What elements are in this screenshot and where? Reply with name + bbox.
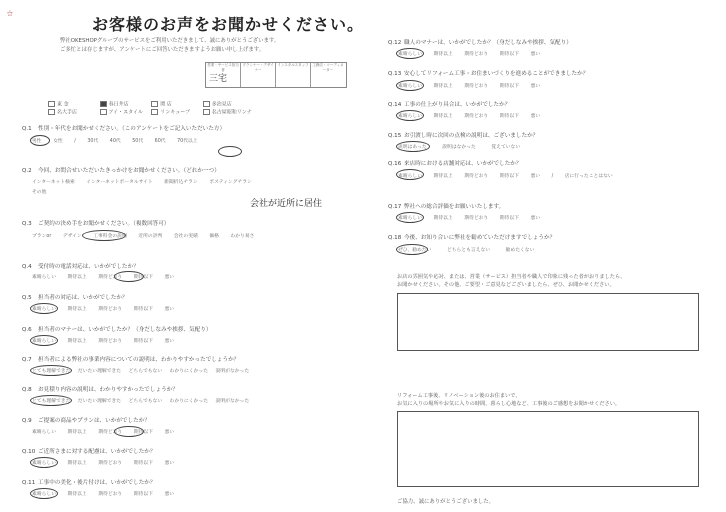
question-number: Q.14 [388,102,402,108]
question-8 [22,385,178,393]
question-2 [22,166,220,174]
question-text: お見積り内容の説明は、わかりやすかったでしょうか？ [38,387,178,393]
answer-circle [30,365,72,376]
stamp-column: 工務店・コーディネーター [312,63,344,72]
question-options[interactable]: ぜひ、勧めたい どちらとも言えない 勧めたくない [398,248,535,253]
store-option: 多治見店 [211,101,232,108]
answer-circle [30,395,72,406]
question-6 [22,325,211,333]
question-14 [388,100,510,108]
question-number: Q.9 [22,418,32,424]
question-options[interactable]: プランor デザイン 工事料金の説明 近所の評判 会社の実績 価格 わかり易さ [32,234,255,239]
prompt-line: お店の雰囲気や応対、または、営業（サービス）担当者や職人で印象に残った者がおりましたら、 [397,274,626,280]
question-text: お引渡し時に次回の点検の説明は、ございましたか？ [404,133,539,139]
question-4 [22,262,139,270]
question-text: 今後、お知り合いに弊社を勧めていただけますでしょうか？ [404,235,556,241]
answer-circle [114,271,144,282]
answer-circle [218,146,242,157]
question-options[interactable]: 素晴らしい 期待以上 期待どおり 期待以下 悪い [32,461,175,466]
store-option: 関 店 [160,101,172,108]
question-text: ご提案の商品やプランは、いかがでしたか？ [38,418,150,424]
question-17 [388,202,504,210]
store-option: リンキューブ [160,109,190,115]
prompt-line: リフォーム工事後、リノベーション後のお住まいで、 [397,393,521,399]
question-options[interactable]: とても理解できた だいたい理解できた どちらでもない わかりにくかった 説明がなかった [32,399,250,404]
question-options[interactable]: 男性 女性 / 30代 40代 50代 60代 70代以上 [32,139,198,144]
question-text: 安心してリフォーム工事・お住まいづくりを進めることができましたか？ [404,71,589,77]
question-7 [22,355,239,363]
question-options[interactable]: 素晴らしい 期待以上 期待どおり 期待以下 悪い [32,339,175,344]
question-options[interactable]: 素晴らしい 期待以上 期待どおり 期待以下 悪い [32,492,175,497]
question-text: 弊社への総合評価をお願いいたします。 [404,204,505,210]
comment-box-1[interactable] [397,293,699,351]
question-number: Q.11 [22,480,36,486]
question-options[interactable]: 素晴らしい 期待以上 期待どおり 期待以下 悪い [398,216,541,221]
question-11 [22,478,155,486]
question-options[interactable]: 素晴らしい 期待以上 期待どおり 期待以下 悪い [32,275,175,280]
question-text: 受付時の電話対応は、いかがでしたか？ [38,264,139,270]
question-text: 担当者のマナーは、いかがでしたか？（身だしなみや挨拶、気配り） [38,327,212,333]
answer-circle [82,230,126,241]
question-number: Q.7 [22,357,32,363]
question-text: 担当者の対応は、いかがでしたか？ [38,295,128,301]
store-checklist [48,101,253,116]
checkbox[interactable] [100,101,107,107]
question-options[interactable]: とても理解できた だいたい理解できた どちらでもない わかりにくかった 説明がなかった [32,369,250,374]
answer-circle [396,169,424,180]
question-options[interactable]: 素晴らしい 期待以上 期待どおり 期待以下 悪い [398,84,541,89]
page-title: お客様のお声をお聞かせください。 [92,15,365,34]
stamp-column: プランナー・デザイナー [241,63,276,87]
checkbox[interactable] [48,109,55,115]
question-number: Q.3 [22,221,32,227]
question-options[interactable]: インターネット検索 インターネットポータルサイト 新聞折込チラシ ポスティングチラシ その他 [32,180,252,195]
answer-circle [30,457,58,468]
answer-circle [396,141,430,152]
question-1 [22,124,225,132]
intro-line: 弊社OKESHOPグループのサービスをご利用いただきまして、誠にありがとうございます。 [60,38,280,44]
question-number: Q.8 [22,387,32,393]
checkbox[interactable] [203,109,210,115]
question-text: 今回、お問合せいただいたきっかけをお聞かせください。（どれか一つ） [38,168,220,174]
answer-circle [396,80,424,91]
corner-mark: ⚝ [7,10,13,17]
question-options[interactable]: 素晴らしい 期待以上 期待どおり 期待以下 悪い [32,307,175,312]
question-text: 工事の仕上がり具合は、いかがでしたか？ [404,102,511,108]
question-text: 職人のマナーは、いかがでしたか？（身だしなみや挨拶、気配り） [404,40,572,46]
store-option: アイ・スタイル [108,109,144,115]
answer-circle [30,303,58,314]
answer-circle [30,335,58,346]
answer-circle [30,488,58,499]
footer-thanks: ご協力、誠にありがとうございました。 [397,499,495,505]
question-text: 工事中の美化・後片付けは、いかがでしたか？ [38,480,156,486]
intro-text [60,37,279,55]
store-option: 東 金 [57,101,69,108]
question-number: Q.13 [388,71,402,77]
intro-line: ご多忙とは存じますが、アンケートにご回答いただきますようお願い申し上げます。 [60,47,265,53]
question-number: Q.15 [388,133,402,139]
answer-circle [396,244,428,255]
checkbox[interactable] [151,109,158,115]
question-options[interactable]: 素晴らしい 期待以上 期待どおり 期待以下 悪い [398,52,541,57]
question-number: Q.2 [22,168,32,174]
checkbox[interactable] [203,101,210,107]
question-9 [22,416,150,424]
answer-circle [396,48,424,59]
answer-circle [114,426,144,437]
question-3 [22,219,169,227]
question-number: Q.5 [22,295,32,301]
stamp-column: インスタルスタッフ [276,63,311,87]
question-options[interactable]: 素晴らしい 期待以上 期待どおり 期待以下 悪い [32,430,175,435]
store-option: 春日井店 [108,101,129,108]
question-text: ご契約の決め手をお聞かせください。（複数回答可） [38,221,170,227]
question-12 [388,38,572,46]
comment-prompt-1 [397,273,625,289]
question-options[interactable]: 説明はあった 説明はなかった 覚えていない [398,145,521,150]
question-number: Q.1 [22,126,32,132]
question-number: Q.4 [22,264,32,270]
staff-stamp-table [205,62,347,88]
checkbox[interactable] [151,101,158,107]
question-number: Q.12 [388,40,402,46]
answer-circle [396,212,424,223]
question-5 [22,293,128,301]
question-number: Q.17 [388,204,402,210]
question-options[interactable]: 素晴らしい 期待以上 期待どおり 期待以下 悪い [398,114,541,119]
store-option: 名古屋昭和リンナ [211,109,252,115]
stamp-column: 営業・サービス担当者 [206,63,241,87]
prompt-line: お気に入りの場所やお気に入りの時間、暮らし心地など、工事後のご感想をお聞かせください。 [397,401,621,407]
answer-circle [396,110,424,121]
question-number: Q.6 [22,327,32,333]
question-text: 来店時における店舗対応は、いかがでしたか？ [404,161,522,167]
checkbox[interactable] [100,109,107,115]
question-options[interactable]: 素晴らしい 期待以上 期待どおり 期待以下 悪い / 店に行ったことはない [398,174,613,179]
question-16 [388,159,521,167]
checkbox[interactable] [48,101,55,107]
question-text: ご近所さまに対する配慮は、いかがでしたか？ [38,449,156,455]
question-text: 性別・年代をお聞かせください。（このアンケートをご記入いただいた方） [38,126,226,132]
comment-prompt-2 [397,392,620,408]
question-10 [22,447,155,455]
answer-circle [30,135,50,146]
question-13 [388,69,588,77]
question-text: 担当者による弊社の事業内容についての説明は、わかりやすかったでしょうか？ [38,357,240,363]
store-option: 名大手店 [57,109,78,115]
question-18 [388,233,555,241]
question-number: Q.18 [388,235,402,241]
comment-box-2[interactable] [397,411,699,487]
question-15 [388,131,538,139]
handwritten-answer: 会社が近所に居住 [250,199,323,209]
question-number: Q.10 [22,449,36,455]
question-number: Q.16 [388,161,402,167]
prompt-line: お聞かせください。その他、ご要望・ご意見などございましたら、ぜひ、お聞かせください。 [397,282,615,288]
handwritten-staff-name: 三宅 [209,74,228,84]
